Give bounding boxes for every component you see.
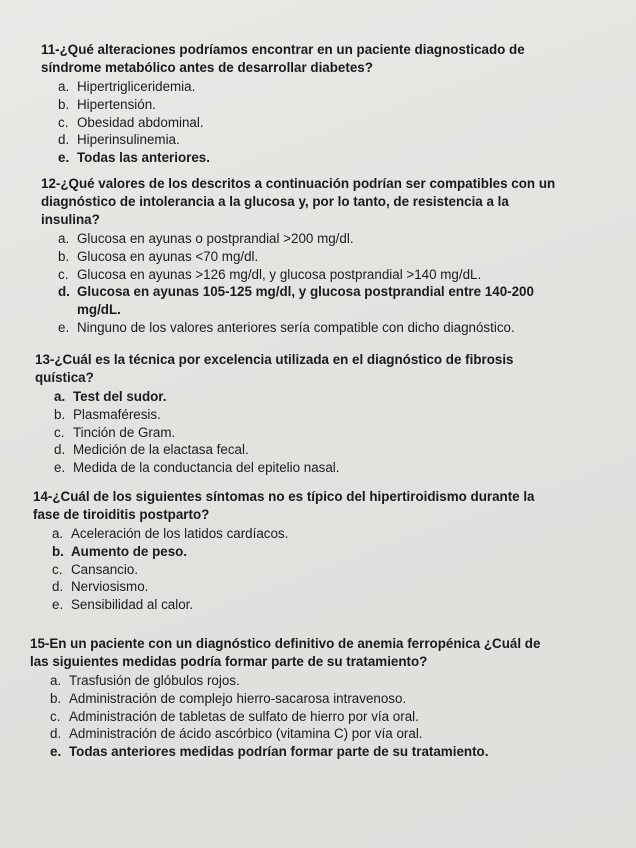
option-text: Administración de complejo hierro-sacarosa intravenoso. — [69, 690, 407, 706]
option-letter: d. — [58, 284, 70, 300]
option-letter: d. — [54, 442, 66, 458]
question-title: 15-En un paciente con un diagnóstico definitivo de anemia ferropénica ¿Cuál de las siguientes medidas podría formar parte de su tratamiento? — [30, 636, 541, 669]
option-a — [58, 230, 568, 248]
option-text: Glucosa en ayunas o postprandial >200 mg/dl. — [77, 231, 354, 246]
option-text: Hiperinsulinemia. — [77, 132, 180, 148]
option-list — [52, 525, 562, 614]
option-letter: e. — [52, 597, 64, 613]
option-d — [52, 578, 562, 596]
option-b — [58, 248, 568, 266]
option-b — [58, 96, 594, 114]
option-letter: a. — [52, 526, 64, 541]
option-a — [58, 78, 594, 96]
option-list — [58, 78, 594, 167]
option-text: Glucosa en ayunas <70 mg/dl. — [77, 248, 259, 264]
option-text: Glucosa en ayunas >126 mg/dl, y glucosa postprandial >140 mg/dL. — [77, 266, 482, 282]
option-b — [54, 406, 562, 424]
option-letter: a. — [58, 79, 70, 94]
option-list — [54, 388, 562, 477]
option-text: Todas anteriores medidas podrían formar parte de su tratamiento. — [69, 744, 489, 760]
question-title: 13-¿Cuál es la técnica por excelencia utilizada en el diagnóstico de fibrosis quística? — [35, 352, 514, 385]
option-text: Administración de tabletas de sulfato de hierro por vía oral. — [69, 708, 419, 724]
option-text: Aceleración de los latidos cardíacos. — [71, 526, 289, 541]
option-text: Aumento de peso. — [71, 543, 188, 559]
option-text: Test del sudor. — [73, 389, 167, 404]
question-15 — [0, 635, 636, 761]
option-letter: a. — [54, 389, 66, 404]
option-letter: a. — [50, 673, 62, 688]
option-a — [50, 672, 572, 690]
option-text: Tinción de Gram. — [73, 424, 176, 440]
question-12 — [0, 175, 636, 337]
question-title: 14-¿Cuál de los siguientes síntomas no es típico del hipertiroidismo durante la fase de tiroiditis postparto? — [33, 489, 535, 522]
option-text: Ninguno de los valores anteriores sería compatible con dicho diagnóstico. — [77, 319, 515, 335]
option-letter: d. — [58, 132, 70, 148]
option-text: Todas las anteriores. — [77, 150, 210, 166]
option-b — [50, 690, 572, 708]
option-list — [58, 230, 568, 337]
option-text: Hipertrigliceridemia. — [77, 79, 196, 94]
option-letter: a. — [58, 231, 70, 246]
option-d — [54, 441, 562, 459]
option-b — [52, 543, 562, 561]
option-text: Hipertensión. — [77, 96, 156, 112]
option-letter: e. — [58, 150, 70, 166]
option-c — [50, 708, 572, 726]
option-text: Nerviosismo. — [71, 579, 149, 595]
option-text: Trasfusión de glóbulos rojos. — [69, 673, 240, 688]
option-e — [58, 319, 568, 337]
option-list — [50, 672, 572, 761]
option-c — [52, 561, 562, 579]
option-text: Glucosa en ayunas 105-125 mg/dl, y glucosa postprandial entre 140-200 mg/dL. — [77, 284, 534, 318]
option-letter: c. — [54, 424, 65, 440]
option-letter: d. — [50, 726, 62, 742]
option-c — [58, 266, 568, 284]
option-d — [50, 725, 572, 743]
option-letter: d. — [52, 579, 64, 595]
option-a — [54, 388, 562, 406]
option-e — [52, 596, 562, 614]
option-letter: b. — [50, 690, 62, 706]
question-11 — [0, 41, 636, 167]
option-letter: e. — [58, 319, 70, 335]
option-letter: b. — [54, 406, 66, 422]
option-e — [50, 743, 572, 761]
option-text: Sensibilidad al calor. — [71, 597, 194, 613]
option-letter: b. — [58, 96, 70, 112]
option-letter: c. — [58, 114, 69, 130]
option-letter: c. — [50, 708, 61, 724]
option-letter: e. — [54, 460, 66, 476]
option-e — [58, 149, 594, 167]
option-letter: e. — [50, 744, 62, 760]
option-d — [58, 283, 568, 319]
question-13 — [0, 351, 636, 477]
option-text: Medida de la conductancia del epitelio nasal. — [73, 460, 340, 476]
option-letter: c. — [52, 561, 63, 577]
question-title: 11-¿Qué alteraciones podríamos encontrar en un paciente diagnosticado de síndrome metabólico antes de desarrollar diabetes? — [41, 42, 525, 75]
option-letter: b. — [52, 543, 64, 559]
option-text: Cansancio. — [71, 561, 138, 577]
option-text: Plasmaféresis. — [73, 406, 161, 422]
option-letter: b. — [58, 248, 70, 264]
option-c — [58, 114, 594, 132]
option-letter: c. — [58, 266, 69, 282]
question-14 — [0, 488, 636, 614]
option-text: Administración de ácido ascórbico (vitamina C) por vía oral. — [69, 726, 423, 742]
option-text: Obesidad abdominal. — [77, 114, 204, 130]
option-a — [52, 525, 562, 543]
option-c — [54, 424, 562, 442]
option-text: Medición de la elactasa fecal. — [73, 442, 249, 458]
option-d — [58, 131, 594, 149]
option-e — [54, 459, 562, 477]
question-title: 12-¿Qué valores de los descritos a continuación podrían ser compatibles con un diagnóstico de intolerancia a la glucosa y, por lo tanto, de resistencia a la insulina? — [41, 176, 556, 227]
